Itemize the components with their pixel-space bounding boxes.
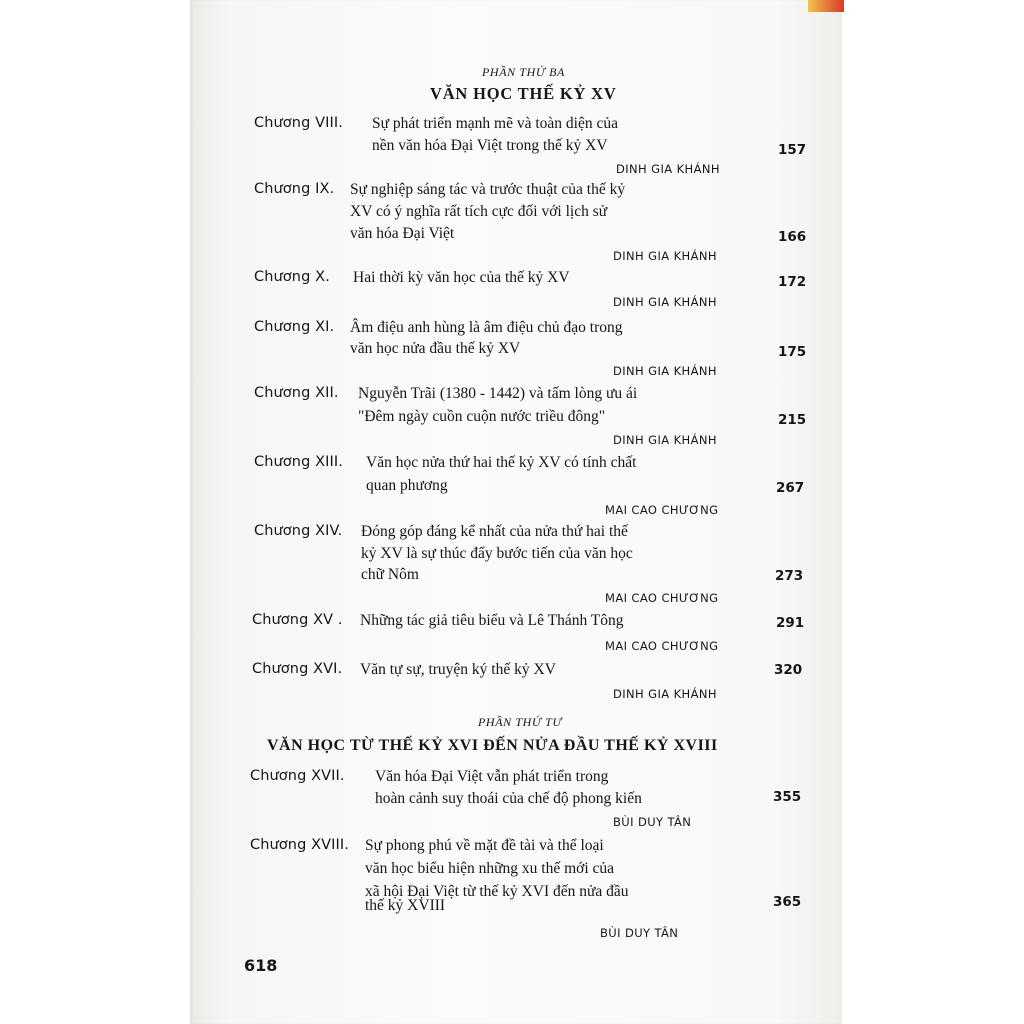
chapter-author: DINH GIA KHÁNH (613, 433, 717, 447)
chapter-author: DINH GIA KHÁNH (616, 162, 720, 176)
chapter-title-line: văn học biểu hiện những xu thế mới của (365, 860, 615, 877)
chapter-title-line: Hai thời kỳ văn học của thế kỷ XV (353, 269, 570, 286)
page-number: 320 (774, 662, 803, 678)
chapter-title-line: Đóng góp đáng kể nhất của nửa thứ hai thế (361, 523, 628, 540)
chapter-label: Chương XVIII. (250, 837, 349, 853)
chapter-title-line: Văn hóa Đại Việt vẫn phát triển trong (375, 768, 609, 785)
part-four-label: PHẦN THỨ TƯ (478, 715, 563, 729)
chapter-author: DINH GIA KHÁNH (613, 295, 717, 309)
chapter-title-line: nền văn hóa Đại Việt trong thế kỷ XV (372, 137, 608, 154)
chapter-author: MAI CAO CHƯƠNG (605, 503, 719, 517)
chapter-title-line: Sự nghiệp sáng tác và trước thuật của thế kỷ (350, 181, 626, 198)
page-number: 355 (773, 789, 802, 805)
chapter-author: MAI CAO CHƯƠNG (605, 591, 719, 605)
page-number: 157 (778, 142, 807, 158)
chapter-label: Chương XIV. (254, 523, 343, 539)
chapter-author: BÙI DUY TÂN (613, 815, 692, 829)
chapter-title-line: xã hội Đại Việt từ thế kỷ XVI đến nửa đầu (365, 883, 629, 900)
chapter-title-line: văn hóa Đại Việt (350, 225, 455, 242)
chapter-label: Chương IX. (254, 181, 335, 197)
chapter-label: Chương XIII. (254, 454, 343, 470)
chapter-author: DINH GIA KHÁNH (613, 687, 717, 701)
chapter-label: Chương XVII. (250, 768, 345, 784)
chapter-title-line: văn học nửa đầu thế kỷ XV (350, 340, 521, 357)
chapter-author: BÙI DUY TÂN (600, 926, 679, 940)
page-number: 291 (776, 615, 805, 631)
chapter-author: DINH GIA KHÁNH (613, 249, 717, 263)
chapter-title-line: "Đêm ngày cuồn cuộn nước triều đông" (358, 408, 606, 425)
page-number: 172 (778, 274, 807, 290)
page-number: 215 (778, 412, 807, 428)
chapter-title-line: XV có ý nghĩa rất tích cực đối với lịch sử (350, 203, 608, 220)
chapter-title-line: thế kỷ XVIII (365, 897, 446, 914)
chapter-author: DINH GIA KHÁNH (613, 364, 717, 378)
chapter-label: Chương X. (254, 269, 330, 285)
page-number: 273 (775, 568, 804, 584)
chapter-label: Chương XII. (254, 385, 339, 401)
part-three-title: VĂN HỌC THẾ KỶ XV (430, 84, 617, 103)
chapter-label: Chương VIII. (254, 115, 343, 131)
chapter-label: Chương XVI. (252, 661, 343, 677)
chapter-title-line: quan phương (366, 477, 448, 494)
page-number: 166 (778, 229, 807, 245)
chapter-title-line: Văn học nửa thứ hai thế kỷ XV có tính chất (366, 454, 637, 471)
chapter-title-line: Sự phong phú về mặt đề tài và thể loại (365, 837, 604, 854)
part-four-title: VĂN HỌC TỪ THẾ KỶ XVI ĐẾN NỬA ĐẦU THẾ KỶ XVIII (267, 737, 718, 754)
page-folio-number: 618 (244, 956, 278, 975)
chapter-title-line: kỷ XV là sự thúc đẩy bước tiến của văn học (361, 545, 633, 562)
chapter-title-line: chữ Nôm (361, 566, 419, 583)
page-number: 267 (776, 480, 805, 496)
chapter-title-line: Sự phát triển mạnh mẽ và toàn diện của (372, 115, 618, 132)
chapter-author: MAI CAO CHƯƠNG (605, 639, 719, 653)
book-corner-decoration (808, 0, 844, 12)
page-number: 175 (778, 344, 807, 360)
chapter-title-line: Nguyễn Trãi (1380 - 1442) và tấm lòng ưu ái (358, 385, 638, 402)
chapter-title-line: Âm điệu anh hùng là âm điệu chủ đạo trong (350, 319, 623, 336)
chapter-label: Chương XV . (252, 612, 343, 628)
page-number: 365 (773, 894, 802, 910)
chapter-label: Chương XI. (254, 319, 335, 335)
chapter-title-line: Những tác giả tiêu biểu và Lê Thánh Tông (360, 612, 624, 629)
part-three-label: PHẦN THỨ BA (482, 65, 565, 79)
chapter-title-line: hoàn cảnh suy thoái của chế độ phong kiến (375, 790, 642, 807)
chapter-title-line: Văn tự sự, truyện ký thế kỷ XV (360, 661, 556, 678)
